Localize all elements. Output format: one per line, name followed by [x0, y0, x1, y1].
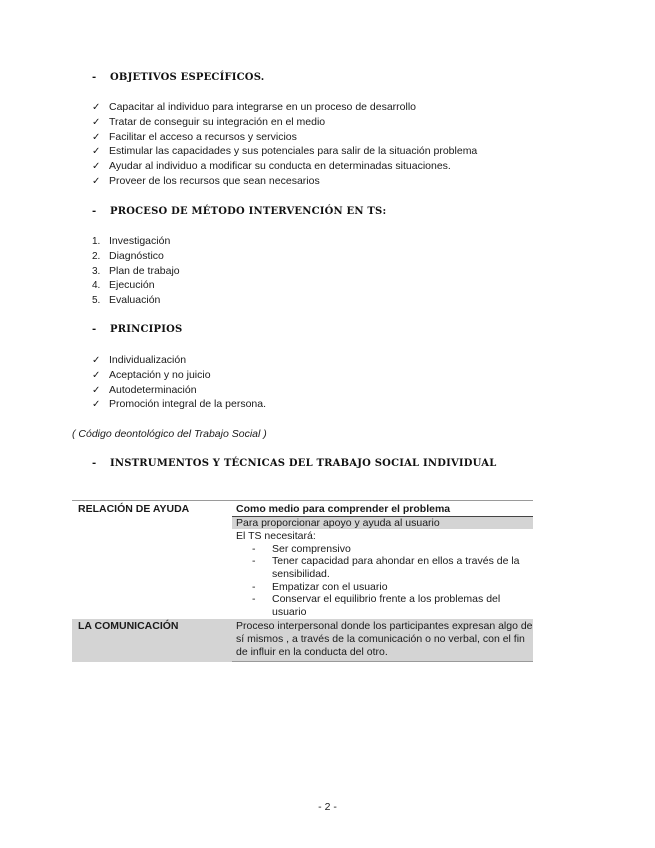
checkmark-icon: ✓ — [92, 384, 101, 396]
checkmark-icon: ✓ — [92, 102, 101, 113]
table-cell — [232, 529, 533, 619]
heading-instrumentos — [92, 458, 496, 469]
list-item: ✓ Capacitar al individuo para integrarse en un proceso de desarrollo — [92, 100, 477, 115]
heading-objetivos — [92, 72, 264, 83]
heading-proceso — [92, 206, 386, 217]
proceso-list — [92, 234, 180, 308]
heading-text: OBJETIVOS ESPECÍFICOS. — [110, 72, 265, 83]
table-cell: Como medio para comprender el problema — [232, 501, 533, 517]
list-item: ✓ Facilitar el acceso a recursos y servicios — [92, 130, 477, 145]
list-item: ✓ Estimular las capacidades y sus potenciales para salir de la situación problema — [92, 144, 477, 159]
techniques-table — [72, 500, 533, 662]
list-item: 4. Ejecución — [92, 278, 180, 293]
list-item: ✓ Individualización — [92, 353, 266, 368]
sub-list — [236, 543, 533, 619]
list-item: ✓ Proveer de los recursos que sean necesarios — [92, 174, 477, 189]
checkmark-icon: ✓ — [92, 146, 101, 158]
principios-list — [92, 353, 266, 412]
checkmark-icon: ✓ — [92, 116, 101, 128]
list-item: ✓ Autodeterminación — [92, 383, 266, 398]
table-cell: Proceso interpersonal donde los participantes expresan algo de sí mismos , a través de la comunicación o no verbal, con el fin de influir en la conducta del otro. — [232, 619, 533, 661]
heading-text: PRINCIPIOS — [110, 324, 183, 335]
list-number: 4. — [92, 280, 101, 292]
heading-dash: - — [92, 458, 97, 469]
list-item: - Conservar el equilibrio frente a los problemas del usuario — [252, 593, 533, 618]
source-note: ( Código deontológico del Trabajo Social ) — [72, 428, 267, 440]
table-cell-label: RELACIÓN DE AYUDA — [72, 501, 232, 620]
heading-text: INSTRUMENTOS Y TÉCNICAS DEL TRABAJO SOCIAL INDIVIDUAL — [110, 458, 497, 469]
list-item: - Tener capacidad para ahondar en ellos a través de la sensibilidad. — [252, 555, 533, 580]
checkmark-icon: ✓ — [92, 399, 101, 411]
list-number: 5. — [92, 295, 101, 307]
heading-dash: - — [92, 72, 97, 83]
table-row — [72, 619, 533, 661]
heading-text: PROCESO DE MÉTODO INTERVENCIÓN EN TS: — [110, 206, 387, 217]
heading-dash: - — [92, 206, 97, 217]
table-cell: Para proporcionar apoyo y ayuda al usuario — [232, 516, 533, 529]
table-cell-intro: El TS necesitará: — [236, 530, 316, 543]
list-item: ✓ Aceptación y no juicio — [92, 368, 266, 383]
checkmark-icon: ✓ — [92, 355, 101, 366]
checkmark-icon: ✓ — [92, 369, 101, 381]
heading-principios — [92, 324, 182, 335]
list-number: 2. — [92, 250, 101, 262]
checkmark-icon: ✓ — [92, 161, 101, 173]
list-item: 1. Investigación — [92, 234, 180, 249]
page-number: - 2 - — [318, 801, 337, 813]
table-cell-label: LA COMUNICACIÓN — [78, 620, 179, 633]
heading-dash: - — [92, 324, 97, 335]
checkmark-icon: ✓ — [92, 131, 101, 143]
objetivos-list — [92, 100, 477, 189]
list-item: - Ser comprensivo — [252, 543, 533, 556]
list-item: 5. Evaluación — [92, 293, 180, 308]
list-item: ✓ Ayudar al individuo a modificar su conducta en determinadas situaciones. — [92, 159, 477, 174]
list-number: 1. — [92, 236, 101, 247]
list-item: ✓ Promoción integral de la persona. — [92, 397, 266, 412]
list-item: ✓ Tratar de conseguir su integración en el medio — [92, 115, 477, 130]
list-item: - Empatizar con el usuario — [252, 581, 533, 594]
list-number: 3. — [92, 265, 101, 277]
list-item: 3. Plan de trabajo — [92, 264, 180, 279]
table-row — [72, 501, 533, 517]
list-item: 2. Diagnóstico — [92, 249, 180, 264]
checkmark-icon: ✓ — [92, 175, 101, 187]
